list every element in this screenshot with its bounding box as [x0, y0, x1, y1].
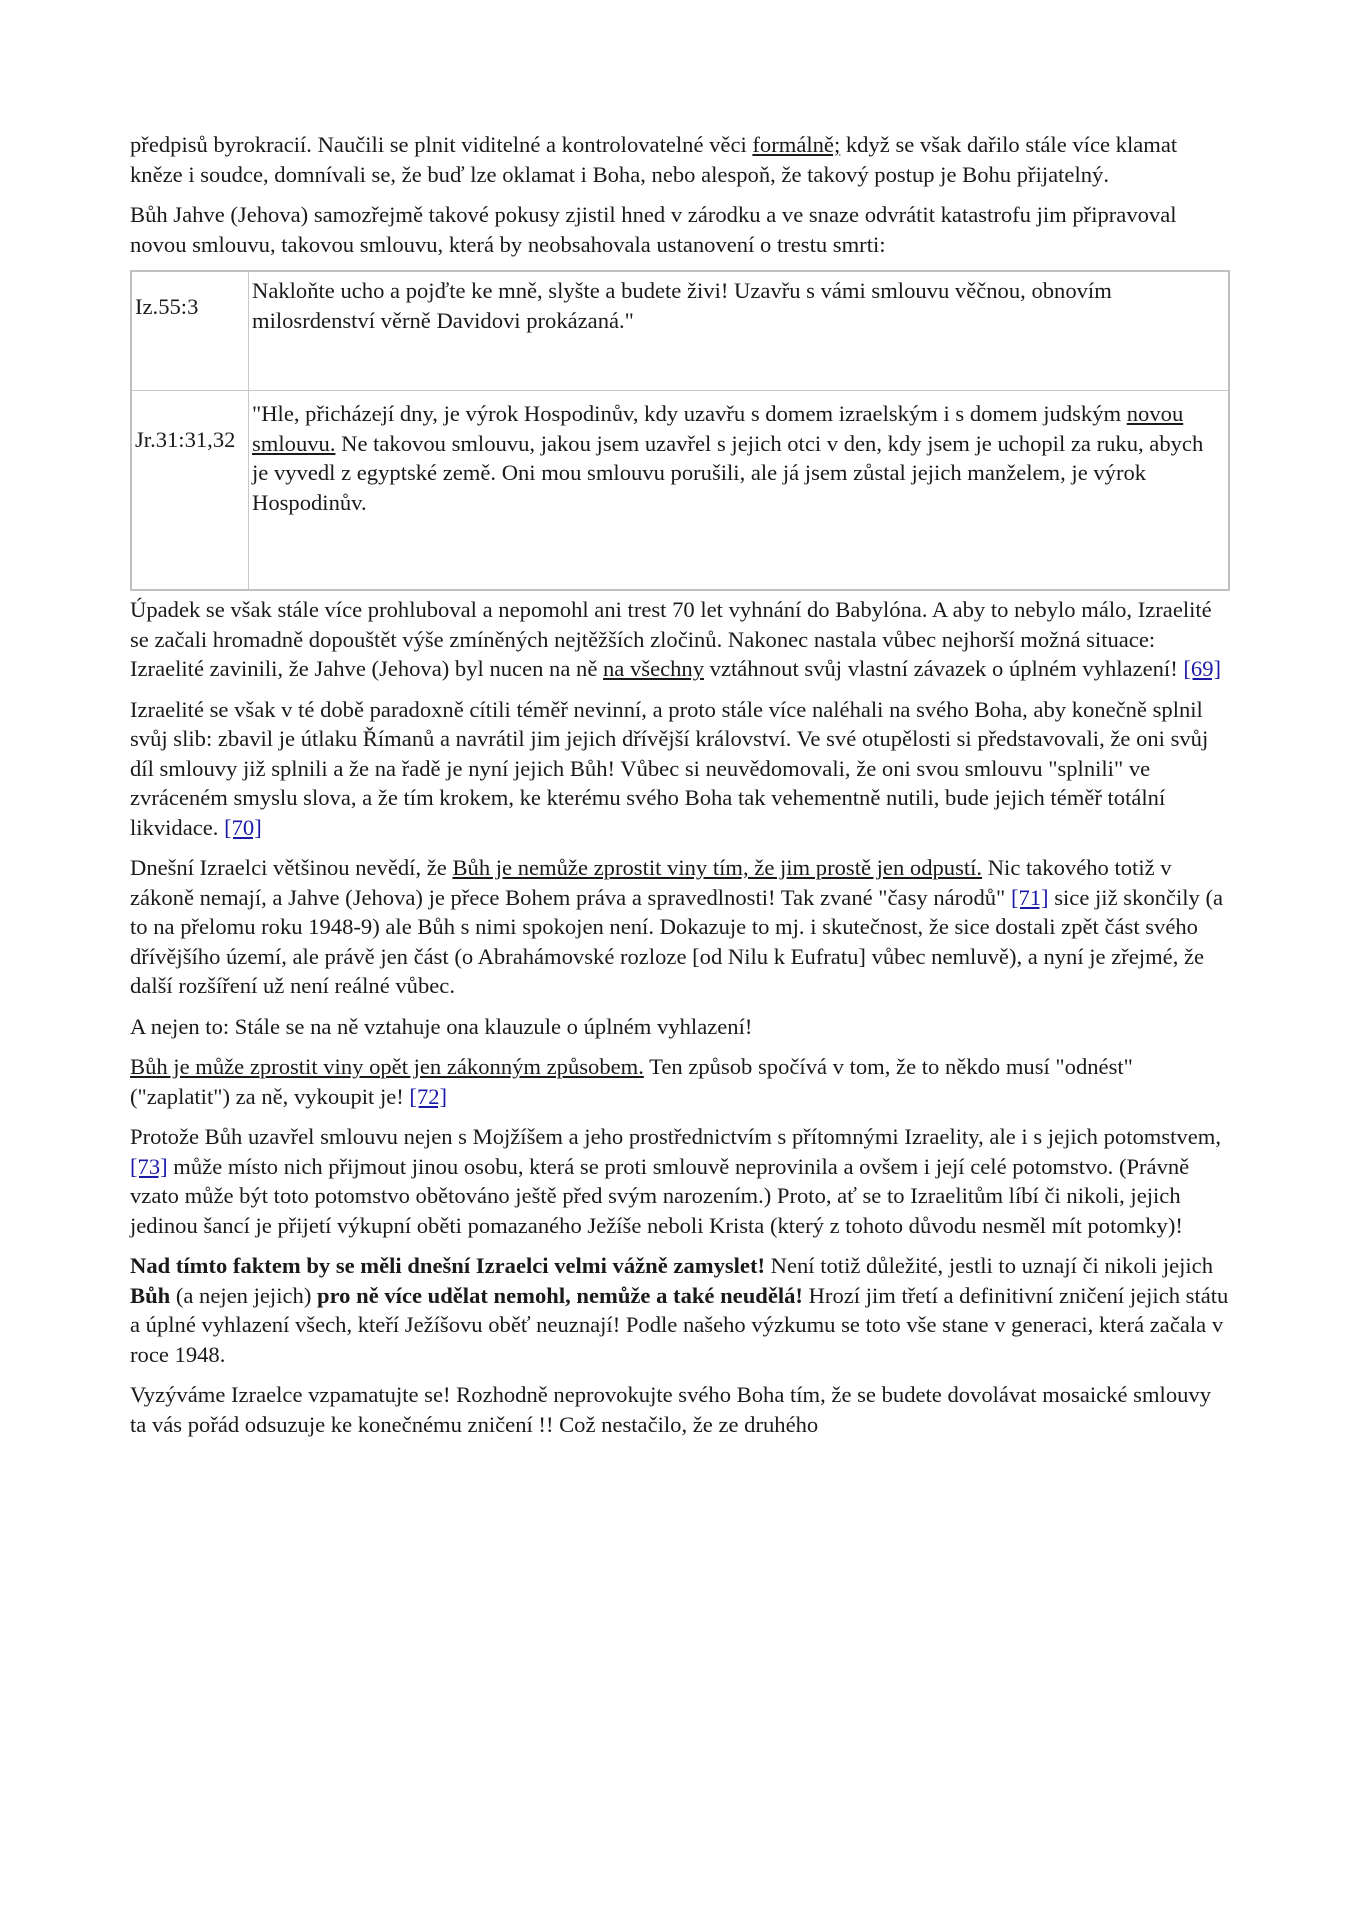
text: Izraelité se však v té době paradoxně cítili téměř nevinní, a proto stále více naléhali na svého Boha, aby konečně splnil svůj slib: zbavil je útlaku Římanů a navrátil jim jejich dřívější království. Ve své otupělosti si představovali, že oni svůj díl smlouvy již splnili a že na řadě je nyní jejich Bůh! Vůbec si neuvědomovali, že oni svou smlouvu "splnili" ve zvráceném smyslu slova, a že tím krokem, ke kterému svého Boha tak vehementně nutili, bude jejich téměř totální likvidace. — [130, 696, 1209, 840]
text: Hrozí jim třetí a definitivní zničení jejich státu a úplné vyhlazení všech, kteří Ježíšovu oběť neuznají! Podle našeho výzkumu se toto vše stane v generaci, která začala v roce 1948. — [130, 1282, 1229, 1367]
footnote-link-69[interactable]: [69] — [1183, 656, 1222, 681]
bold-text: pro ně více udělat nemohl, nemůže a také neudělá! — [317, 1282, 803, 1308]
scripture-reference: Iz.55:3 — [131, 271, 249, 391]
text: Nic takového totiž v zákoně nemají, a Jahve (Jehova) je přece Bohem práva a spravedlnosti! Tak zvané "časy národů" — [130, 855, 1172, 910]
paragraph-1 — [130, 130, 1230, 189]
paragraph-5 — [130, 853, 1230, 1001]
footnote-link-72[interactable]: [72] — [409, 1083, 448, 1109]
text: může místo nich přijmout jinou osobu, která se proti smlouvě neprovinila a ovšem i její celé potomstvo. (Právně vzato může být toto potomstvo obětováno ještě před svým narozením.) Proto, ať se to Izraelitům líbí či nikoli, jejich jedinou šancí je přijetí výkupní oběti pomazaného Ježíše neboli Krista (který z tohoto důvodu nesměl mít potomky)! — [130, 1153, 1190, 1238]
scripture-quote: Nakloňte ucho a pojďte ke mně, slyšte a budete živi! Uzavřu s vámi smlouvu věčnou, obnovím milosrdenství věrně Davidovi prokázaná." — [249, 271, 1230, 391]
text: sice již skončily (a to na přelomu roku 1948-9) ale Bůh s nimi spokojen není. Dokazuje to mj. i skutečnost, že sice dostali zpět část svého dřívějšího území, ale právě jen část (o Abrahámovské rozloze [od Nilu k Eufratu] vůbec nemluvě), a nyní je zřejmé, že další rozšíření už není reálné vůbec. — [130, 884, 1224, 998]
paragraph-3 — [130, 595, 1230, 684]
text: vztáhnout svůj vlastní závazek o úplném vyhlazení! — [704, 656, 1184, 681]
text: Protože Bůh uzavřel smlouvu nejen s Mojžíšem a jeho prostřednictvím s přítomnými Izraelity, ale i s jejich potomstvem, — [130, 1124, 1221, 1149]
text: "Hle, přicházejí dny, je výrok Hospodinův, kdy uzavřu s domem izraelským i s domem judským — [252, 401, 1127, 426]
text: když se však dařilo stále více klamat kněze i soudce, domnívali se, že buď lze oklamat i Boha, nebo alespoň, že takový postup je Bohu přijatelný. — [130, 132, 1178, 187]
scripture-reference: Jr.31:31,32 — [131, 391, 249, 591]
text: Ten způsob spočívá v tom, že to někdo musí "odnést" ("zaplatit") za ně, vykoupit je! — [130, 1054, 1133, 1109]
paragraph-10: Vyzýváme Izraelce vzpamatujte se! Rozhodně neprovokujte svého Boha tím, že se budete dovolávat mosaické smlouvy ta vás pořád odsuzuje ke konečnému zničení !! Což nestačilo, že ze druhého — [130, 1382, 1212, 1437]
footnote-link-71[interactable]: [71] — [1010, 884, 1049, 910]
underlined-text: Bůh je nemůže zprostit viny tím, že jim prostě jen odpustí. — [452, 855, 983, 880]
paragraph-8 — [130, 1122, 1230, 1240]
paragraph-7 — [130, 1052, 1230, 1111]
underlined-text: formálně; — [752, 132, 841, 157]
paragraph-9 — [130, 1251, 1230, 1369]
underlined-text: na všechny — [603, 656, 705, 681]
text: předpisů byrokracií. Naučili se plnit viditelné a kontrolovatelné věci — [130, 132, 753, 157]
underlined-text: novou smlouvu. — [252, 401, 1184, 456]
paragraph-6: A nejen to: Stále se na ně vztahuje ona klauzule o úplném vyhlazení! — [130, 1013, 753, 1039]
text: Ne takovou smlouvu, jakou jsem uzavřel s jejich otci v den, kdy jsem je uchopil za ruku, abych je vyvedl z egyptské země. Oni mou smlouvu porušili, ale já jsem zůstal jejich manželem, je výrok Hospodinův. — [252, 430, 1204, 515]
scripture-table — [130, 270, 1230, 591]
footnote-link-73[interactable]: [73] — [130, 1153, 168, 1179]
table-row — [131, 391, 1229, 591]
bold-text: Nad tímto faktem by se měli dnešní Izraelci velmi vážně zamyslet! — [130, 1253, 766, 1278]
text: Není totiž důležité, jestli to uznají či nikoli jejich — [765, 1253, 1214, 1278]
paragraph-4 — [130, 695, 1230, 843]
text: Úpadek se však stále více prohluboval a nepomohl ani trest 70 let vyhnání do Babylóna. A aby to nebylo málo, Izraelité se začali hromadně dopouštět výše zmíněných nejtěžších zločinů. Nakonec nastala vůbec nejhorší možná situace: Izraelité zavinili, že Jahve (Jehova) byl nucen na ně — [130, 597, 1212, 681]
table-row — [131, 271, 1229, 391]
underlined-text: Bůh je může zprostit viny opět jen zákonným způsobem. — [130, 1054, 644, 1079]
paragraph-2: Bůh Jahve (Jehova) samozřejmě takové pokusy zjistil hned v zárodku a ve snaze odvrátit katastrofu jim připravoval novou smlouvu, takovou smlouvu, která by neobsahovala ustanovení o trestu smrti: — [130, 202, 1177, 257]
bold-text: Bůh — [130, 1282, 171, 1308]
text: (a nejen jejich) — [170, 1282, 317, 1308]
text: Dnešní Izraelci většinou nevědí, že — [130, 855, 453, 880]
scripture-quote — [249, 391, 1230, 591]
document-page — [130, 130, 1230, 1450]
footnote-link-70[interactable]: [70] — [224, 814, 262, 840]
